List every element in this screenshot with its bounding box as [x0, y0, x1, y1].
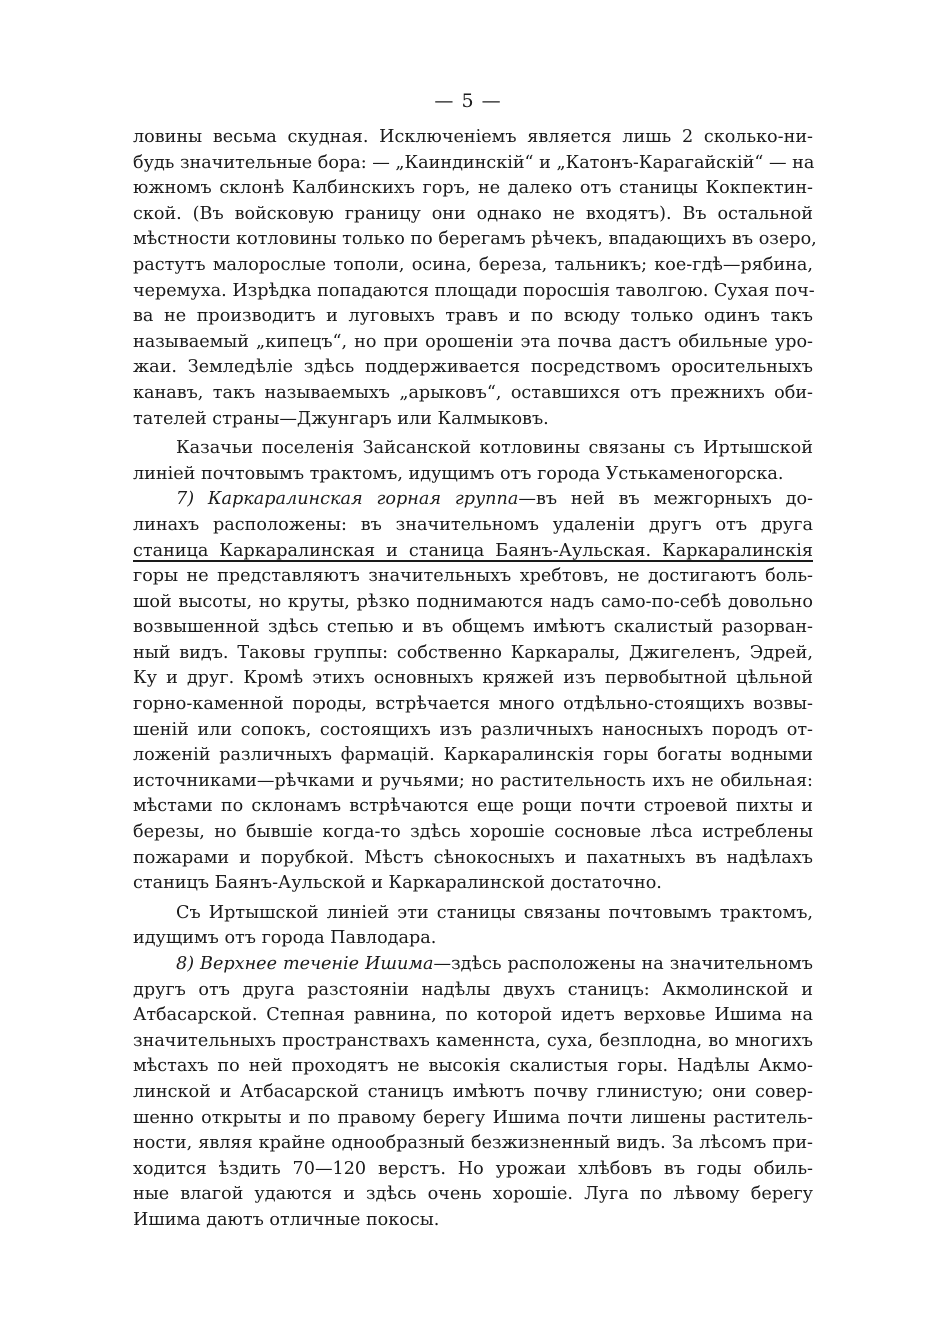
- text-line: ва не производитъ и луговыхъ травъ и по всюду только одинъ такъ: [133, 306, 813, 327]
- text-line: южномъ склонѣ Калбинскихъ горъ, не далеко отъ станицы Кокпектин-: [133, 178, 813, 199]
- text-line: ный видъ. Таковы группы: собственно Каркаралы, Джигеленъ, Эдрей,: [133, 642, 813, 663]
- text-line: Атбасарской. Степная равнина, по которой идетъ верховье Ишима на: [133, 1005, 813, 1026]
- text-line: растутъ малорослые тополи, осина, береза, тальникъ; кое-гдѣ—рябина,: [133, 254, 813, 275]
- paragraph-2: [133, 436, 813, 487]
- text-line: Казачьи поселенiя Зайсанской котловины связаны съ Иртышской: [176, 438, 813, 459]
- text-line: станица Каркаралинская и станица Баянъ-Аульская. Каркаралинскiя: [133, 540, 813, 561]
- text-line: будь значительные бора: — „Каиндинскiй“ и „Катонъ-Карагайскiй“ — на: [133, 152, 815, 173]
- section-heading: 8) Верхнее теченiе Ишима: [176, 954, 434, 974]
- text-line: горно-каменной породы, встрѣчается много отдѣльно-стоящихъ возвы-: [133, 694, 813, 715]
- text-line: линiей почтовымъ трактомъ, идущимъ отъ города Устькаменогорска.: [133, 463, 784, 484]
- text-line: линахъ расположены: въ значительномъ удаленiи другъ отъ друга: [133, 514, 813, 535]
- text-line: значительныхъ пространствахъ каменнста, суха, безплодна, во многихъ: [133, 1030, 813, 1051]
- paragraph-1: [133, 125, 817, 432]
- paragraph-4: [133, 901, 813, 952]
- text-line: другъ отъ друга разстоянiи надѣлы двухъ станицъ: Акмолинской и: [133, 979, 813, 1000]
- text-line: 8) Верхнее теченiе Ишима—здѣсь расположены на значительномъ: [176, 954, 813, 974]
- text-line: источниками—рѣчками и ручьями; но растительность ихъ не обильная:: [133, 770, 813, 791]
- text-line: шенiй или сопокъ, состоящихъ изъ различныхъ наносныхъ породъ от-: [133, 719, 813, 740]
- text-line: линской и Атбасарской станицъ имѣютъ почву глинистую; они совер-: [133, 1081, 813, 1102]
- text-line: жаи. Земледѣлiе здѣсь поддерживается посредствомъ оросительныхъ: [133, 357, 813, 378]
- text-line: 7) Каркаралинская горная группа—въ ней въ межгорныхъ до-: [176, 489, 813, 510]
- text-line: ловины весьма скудная. Исключенiемъ является лишь 2 сколько-ни-: [133, 127, 813, 147]
- text-line: канавъ, такъ называемыхъ „арыковъ“, оставшихся отъ прежнихъ оби-: [133, 382, 813, 403]
- text-line: пожарами и порубкой. Мѣстъ сѣнокосныхъ и пахатныхъ въ надѣлахъ: [133, 847, 813, 868]
- text-line: ные влагой удаются и здѣсь очень хорошiе. Луга по лѣвому берегу: [133, 1184, 813, 1205]
- text-line: называемый „кипецъ“, но при орошенiи эта почва дастъ обильные уро-: [133, 331, 813, 352]
- text-line: мѣстами по склонамъ встрѣчаются еще рощи почти строевой пихты и: [133, 796, 813, 817]
- text-line: тателей страны—Джунгаръ или Калмыковъ.: [133, 408, 549, 429]
- text-line: мѣстности котловины только по берегамъ рѣчекъ, впадающихъ въ озеро,: [133, 229, 817, 250]
- text-line: ложенiй различныхъ фармацiй. Каркаралинскiя горы богаты водными: [133, 745, 813, 766]
- text-line: шенно открыты и по правому берегу Ишима почти лишены раститель-: [133, 1107, 813, 1128]
- text-line: ской. (Въ войсковую границу они однако не входятъ). Въ остальной: [133, 203, 813, 224]
- text-line: Ишима даютъ отличные покосы.: [133, 1209, 440, 1230]
- body-text: [133, 125, 817, 1234]
- text-line: возвышенной здѣсь степью и въ общемъ имѣютъ скалистый разорван-: [133, 617, 813, 638]
- paragraph-3: [133, 487, 813, 897]
- text-line: идущимъ отъ города Павлодара.: [133, 928, 437, 949]
- text-line: ности, являя крайне однообразный безжизненный видъ. За лѣсомъ при-: [133, 1133, 813, 1154]
- text-line: горы не представляютъ значительныхъ хребтовъ, не достигаютъ боль-: [133, 566, 813, 587]
- text-line: Съ Иртышской линiей эти станицы связаны почтовымъ трактомъ,: [176, 902, 813, 923]
- text-line: станицъ Баянъ-Аульской и Каркаралинской достаточно.: [133, 873, 662, 894]
- text-line: мѣстахъ по ней проходятъ не высокiя скалистыя горы. Надѣлы Акмо-: [133, 1056, 813, 1077]
- page-number: — 5 —: [434, 90, 502, 112]
- text-line: шой высоты, но круты, рѣзко поднимаются надъ само-по-себѣ довольно: [133, 591, 813, 612]
- text-line: ходится ѣздить 70—120 верстъ. Но урожаи хлѣбовъ въ годы обиль-: [133, 1158, 813, 1179]
- text-line: березы, но бывшiе когда-то здѣсь хорошiе сосновые лѣса истреблены: [133, 822, 813, 843]
- section-heading: 7) Каркаралинская горная группа: [176, 489, 519, 510]
- text-line: Ку и друг. Кромѣ этихъ основныхъ кряжей изъ первобытной цѣльной: [133, 668, 813, 689]
- paragraph-5: [133, 952, 813, 1234]
- text-line: черемуха. Изрѣдка попадаются площади поросшiя таволгою. Сухая поч-: [133, 280, 815, 301]
